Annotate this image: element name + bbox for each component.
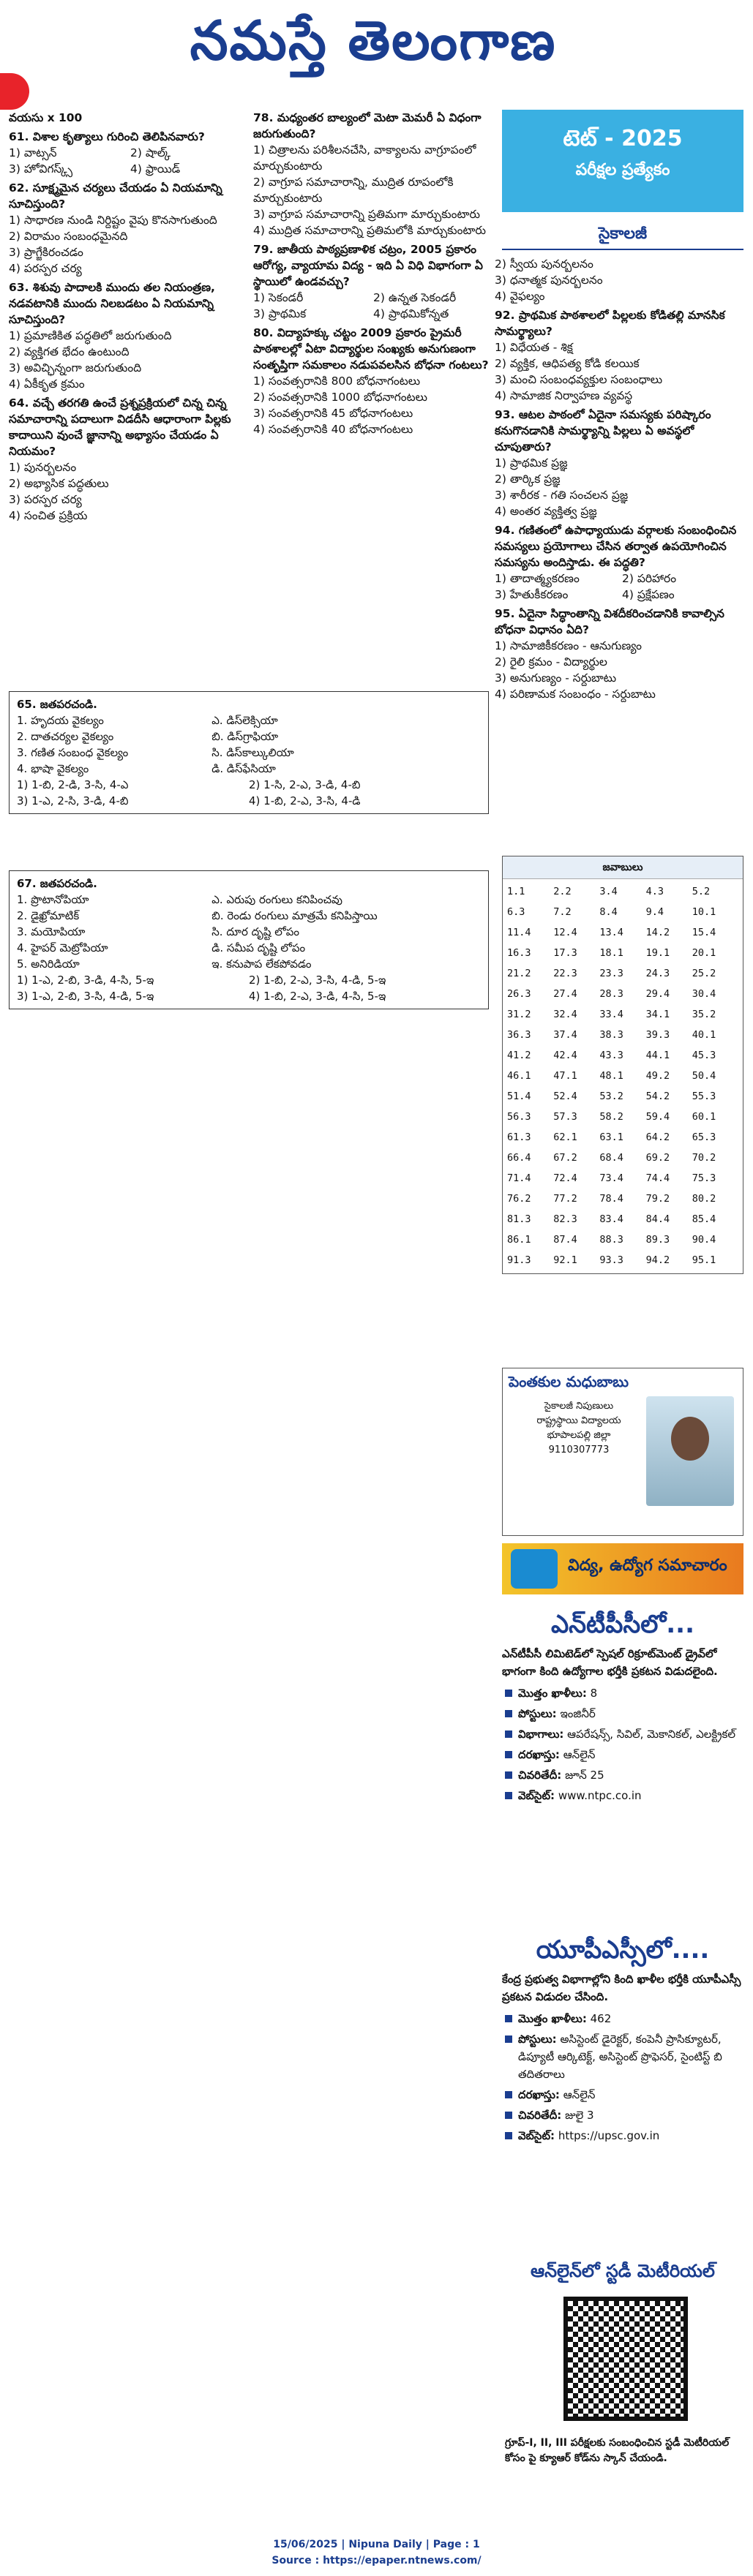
match-right-item: బి. డిస్‌గ్రాఫియా <box>211 730 279 743</box>
option: 4) ముద్రిత సమాచారాన్ని ప్రతిమలోకి మార్చుకుంటారు <box>253 224 486 237</box>
answer-key-item: 24.3 <box>645 968 670 979</box>
option: 3) ప్రాగ్జేకిరంచడం <box>9 246 83 259</box>
job-ntpc <box>502 1605 743 1807</box>
column-2 <box>253 110 489 440</box>
answer-option: 2) 1-బి, 2-ఎ, 3-సి, 4-డి, 5-ఇ <box>249 973 386 987</box>
answer-key-item: 18.1 <box>599 947 623 959</box>
question-text: 95. ఏదైనా సిద్ధాంతాన్ని విశదీకరించడానికి కావాల్సిన బోధనా విధానం ఏది? <box>495 607 724 636</box>
answer-key-item: 34.1 <box>645 1009 670 1020</box>
match-box-65 <box>9 691 489 814</box>
match-left-item: 1. హృదయ వైకల్యం <box>17 714 104 727</box>
job-title: ఎన్‌టీపీసీలో... <box>550 1610 695 1639</box>
answer-key-item: 27.4 <box>553 988 577 1000</box>
answer-key-item: 26.3 <box>507 988 531 1000</box>
answer-key-item: 85.4 <box>692 1213 716 1225</box>
job-detail-value: 462 <box>590 2012 612 2025</box>
author-info-line: భూపాలపల్లి జిల్లా <box>547 1430 611 1441</box>
option: 4) ప్రక్షేపణం <box>622 588 675 601</box>
answer-key-item: 94.2 <box>645 1254 670 1266</box>
answer-key-item: 81.3 <box>507 1213 531 1225</box>
option: 1) విధేయత - శిక్ష <box>495 341 573 354</box>
match-table <box>17 712 481 777</box>
match-table <box>17 892 481 972</box>
job-detail-key: పోస్టులు: <box>518 1707 557 1720</box>
match-left-item: 4. హైపర్ మెట్రోపియా <box>17 941 108 954</box>
question-options <box>253 142 489 238</box>
option: 4) సంవత్సరానికి 40 బోధనాగంటలు <box>253 423 413 436</box>
study-note: గ్రూప్-I, II, III పరీక్షలకు సంబంధించిన స్టడీ మెటీరియల్‌ కోసం పై క్యూఆర్ కోడ్‌ను స్కాన్ చేయండి. <box>505 2437 730 2464</box>
job-detail-item <box>502 1766 743 1784</box>
answer-key-item: 95.1 <box>692 1254 716 1266</box>
question-options <box>9 328 247 392</box>
answer-key-item: 9.4 <box>645 906 664 918</box>
question-options <box>495 638 745 702</box>
column-3 <box>495 256 745 705</box>
job-detail-value: జులై 3 <box>565 2109 594 2122</box>
option: 1) చిత్రాలను పరిశీలనచేసి, వాక్యాలను వాగ్రూపంలో మార్చుకుంటారు <box>253 143 476 173</box>
option: 2) పరిహారం <box>622 572 677 585</box>
option: 2) షాల్క్ <box>130 146 171 159</box>
answer-key-item: 55.3 <box>692 1091 716 1102</box>
option: 2) సంవత్సరానికి 1000 బోధనాగంటలు <box>253 391 427 404</box>
question-text: 92. ప్రాథమిక పాఠశాలలో పిల్లలకు కోడితల్లి మానసిక సామర్థ్యాలు? <box>495 309 725 338</box>
job-detail-value: జూన్ 25 <box>565 1769 604 1782</box>
box-title: 65. జతపరచండి. <box>17 698 97 711</box>
answer-key-item: 36.3 <box>507 1029 531 1041</box>
answer-key-item: 41.2 <box>507 1050 531 1061</box>
answer-key-item: 1.1 <box>507 886 525 897</box>
answer-key-item: 75.3 <box>692 1172 716 1184</box>
job-detail-key: మొత్తం ఖాళీలు: <box>518 1687 587 1700</box>
author-card <box>502 1368 743 1536</box>
match-answers <box>17 972 481 1004</box>
question-text: వయసు x 100 <box>9 111 83 124</box>
answer-key-item: 30.4 <box>692 988 716 1000</box>
option: 4) అంతర వ్యక్తిత్వ ప్రజ్ఞ <box>495 505 597 518</box>
answer-key-item: 87.4 <box>553 1234 577 1246</box>
answer-key-item: 20.1 <box>692 947 716 959</box>
match-left-item: 2. డైఖ్రోమాటిక్ <box>17 909 80 922</box>
answer-key-item: 71.4 <box>507 1172 531 1184</box>
option: 2) ఉన్నత సెకండరీ <box>373 291 457 304</box>
match-box-67 <box>9 870 489 1009</box>
masthead <box>0 0 753 88</box>
question-options <box>495 256 745 304</box>
qr-code-icon[interactable] <box>563 2297 688 2421</box>
answer-option: 3) 1-ఎ, 2-బి, 3-సి, 4-డి, 5-ఇ <box>17 990 154 1003</box>
footer-date: 15/06/2025 | Nipuna Daily | Page : 1 <box>273 2539 480 2550</box>
answer-key-item: 54.2 <box>645 1091 670 1102</box>
answer-option: 4) 1-బి, 2-ఎ, 3-డి, 4-సి, 5-ఇ <box>249 990 386 1003</box>
answer-option: 4) 1-బి, 2-ఎ, 3-సి, 4-డి <box>249 794 361 807</box>
answer-key-item: 11.4 <box>507 927 531 938</box>
question-text: 78. మధ్యంతర బాల్యంలో మెటా మెమరీ ఏ విధంగా జరుగుతుంది? <box>253 111 482 140</box>
answer-key-item: 77.2 <box>553 1193 577 1205</box>
author-name: పెంతకుల మధుబాబు <box>509 1373 629 1390</box>
option: 2) తార్కిక ప్రజ్ఞ <box>495 472 561 486</box>
column-1 <box>9 110 247 527</box>
job-detail-item <box>502 2106 743 2124</box>
job-detail-key: దరఖాస్తు: <box>518 2088 560 2101</box>
tet-banner <box>502 110 743 212</box>
option: 3) అవిచ్ఛిన్నంగా జరుగుతుంది <box>9 361 142 374</box>
match-right-item: డి. డిస్‌ఫేసియా <box>211 762 276 775</box>
option: 1) వాట్సన్ <box>9 146 57 159</box>
option: 4) ఏకీకృత క్రమం <box>9 377 85 391</box>
job-detail-item <box>502 1705 743 1722</box>
answer-key-item: 63.1 <box>599 1131 623 1143</box>
answer-key-item: 57.3 <box>553 1111 577 1123</box>
job-detail-key: వెబ్‌సైట్: <box>518 1789 555 1802</box>
job-detail-value: ఆపరేషన్స్, సివిల్, మెకానికల్, ఎలక్ట్రికల్ <box>567 1728 736 1741</box>
answer-key-item: 28.3 <box>599 988 623 1000</box>
job-intro: కేంద్ర ప్రభుత్వ విభాగాల్లోని కింది ఖాళీల భర్తీకి యూపీఎస్సీ ప్రకటన విడుదల చేసింది. <box>502 1973 741 2003</box>
answer-key-item: 25.2 <box>692 968 716 979</box>
answer-key-item: 73.4 <box>599 1172 623 1184</box>
box-title: 67. జతపరచండి. <box>17 877 97 890</box>
option: 4) ఫ్రాయిడ్ <box>130 162 181 176</box>
answer-key <box>502 856 743 1274</box>
option: 4) సంచిత ప్రక్రియ <box>9 509 88 522</box>
answer-key-item: 74.4 <box>645 1172 670 1184</box>
answer-key-item: 43.3 <box>599 1050 623 1061</box>
answer-key-item: 42.4 <box>553 1050 577 1061</box>
answer-key-item: 14.2 <box>645 927 670 938</box>
question-options <box>253 373 489 437</box>
question <box>9 129 247 177</box>
answer-key-item: 61.3 <box>507 1131 531 1143</box>
option: 1) ప్రమాణికిత పద్ధతిలో జరుగుతుంది <box>9 329 172 342</box>
job-detail-item <box>502 1684 743 1702</box>
answer-key-item: 8.4 <box>599 906 618 918</box>
tet-subtitle: పరీక్షల ప్రత్యేకం <box>575 161 670 179</box>
job-website-link[interactable]: www.ntpc.co.in <box>558 1789 642 1802</box>
option: 3) పరస్పర చర్య <box>9 493 82 506</box>
answer-key-item: 53.2 <box>599 1091 623 1102</box>
match-right-item: ఎ. ఎరుపు రంగులు కనిపించవు <box>211 893 342 906</box>
question <box>495 407 745 519</box>
answer-key-item: 83.4 <box>599 1213 623 1225</box>
option: 2) వాగ్రూప సమాచారాన్ని, ముద్రిత రూపంలోకి మార్చుకుంటారు <box>253 176 454 205</box>
option: 4) ప్రాథమికోన్నత <box>373 307 449 320</box>
option: 4) పరిణామక సంబంధం - సర్దుబాటు <box>495 688 656 701</box>
option: 1) పునర్బలనం <box>9 461 77 474</box>
match-left-item: 1. ప్రొటానోపియా <box>17 893 89 906</box>
answer-key-item: 37.4 <box>553 1029 577 1041</box>
question-text: 61. విశాల కృత్యాలు గురించి తెలిపినవారు? <box>9 130 205 143</box>
job-detail-key: పోస్టులు: <box>518 2033 557 2046</box>
question-options <box>9 212 247 276</box>
question-options <box>9 145 247 177</box>
option: 3) హోవిగస్క్స్ <box>9 162 73 176</box>
job-details <box>502 1684 743 1804</box>
subject-label: సైకాలజీ <box>502 219 743 250</box>
answer-key-item: 62.1 <box>553 1131 577 1143</box>
option: 3) అనుగుణ్యం - సర్దుబాటు <box>495 671 617 685</box>
match-left-item: 3. మయోపియా <box>17 925 86 938</box>
answer-key-item: 88.3 <box>599 1234 623 1246</box>
option: 2) రైలి క్రమం - విద్యార్థుల <box>495 655 607 669</box>
job-detail-item <box>502 2010 743 2027</box>
answer-key-item: 48.1 <box>599 1070 623 1082</box>
answer-key-item: 69.2 <box>645 1152 670 1164</box>
answer-key-item: 93.3 <box>599 1254 623 1266</box>
option: 4) వైఫల్యం <box>495 290 545 303</box>
answer-key-item: 33.4 <box>599 1009 623 1020</box>
answer-key-item: 47.1 <box>553 1070 577 1082</box>
answer-key-item: 16.3 <box>507 947 531 959</box>
match-left-item: 3. గణిత సంబంధ వైకల్యం <box>17 746 129 759</box>
answer-key-item: 91.3 <box>507 1254 531 1266</box>
answer-key-item: 52.4 <box>553 1091 577 1102</box>
question <box>253 325 489 437</box>
answer-key-item: 2.2 <box>553 886 572 897</box>
answer-key-item: 51.4 <box>507 1091 531 1102</box>
answer-key-item: 50.4 <box>692 1070 716 1082</box>
education-icon <box>511 1549 558 1589</box>
option: 2) అభ్యాసిక పద్ధతులు <box>9 477 109 490</box>
answer-key-item: 5.2 <box>692 886 711 897</box>
question <box>495 522 745 603</box>
match-right-item: ఇ. కనుపాప లేకపోవడం <box>211 957 312 971</box>
question-text: 93. ఆటల పాఠంలో ఏదైనా సమస్యకు పరిష్కారం కనుగొనడానికి సామర్థ్యాన్ని పిల్లలు ఏ అవస్థలో చూపుతారు? <box>495 408 711 453</box>
job-detail-key: చివరితేదీ: <box>518 2109 562 2122</box>
job-detail-value: అసిస్టెంట్ డైరెక్టర్, కంపెనీ ప్రాసిక్యూటర్, డిప్యూటీ ఆర్కిటెక్ట్, అసిస్టెంట్ ప్రొఫెసర్, సైంటిస్ట్ బి తదితరాలు <box>518 2033 722 2081</box>
option: 1) సంవత్సరానికి 800 బోధనాగంటలు <box>253 374 421 388</box>
option: 1) సాధారణ నుండి నిర్దిష్టం వైపు కొనసాగుతుంది <box>9 214 217 227</box>
option: 2) విరామం సంబంధమైనది <box>9 230 128 243</box>
answer-key-title: జవాబులు <box>503 856 743 879</box>
answer-option: 2) 1-సి, 2-ఎ, 3-డి, 4-బి <box>249 778 361 791</box>
job-detail-item <box>502 1787 743 1804</box>
footer-source[interactable]: Source : https://epaper.ntnews.com/ <box>271 2555 482 2566</box>
answer-key-item: 59.4 <box>645 1111 670 1123</box>
option: 4) సామాజిక నిర్వాహణ వ్యవస్థ <box>495 389 633 402</box>
option: 1) తాదాత్మ్యకరణం <box>495 572 580 585</box>
job-detail-item <box>502 1725 743 1743</box>
brand-logo-icon <box>0 73 29 110</box>
answer-key-item: 58.2 <box>599 1111 623 1123</box>
job-intro: ఎన్‌టీపీసీ లిమిటెడ్‌లో స్పెషల్ రిక్రూట్‌మెంట్ డ్రైవ్‌లో భాగంగా కింది ఉద్యోగాల భర్తీకి ప్రకటన విడుదలైంది. <box>502 1647 718 1678</box>
answer-key-item: 49.2 <box>645 1070 670 1082</box>
option: 2) వ్యక్తిగత భేదం ఉంటుంది <box>9 345 130 358</box>
answer-key-item: 44.1 <box>645 1050 670 1061</box>
answer-key-item: 13.4 <box>599 927 623 938</box>
author-info-line: 9110307773 <box>548 1445 610 1455</box>
option: 1) సామాజికీకరణం - ఆనుగుణ్యం <box>495 639 642 652</box>
question-options <box>9 459 247 524</box>
answer-key-item: 4.3 <box>645 886 664 897</box>
question <box>9 180 247 276</box>
match-right-item: సి. డిస్‌కాల్కులియా <box>211 746 294 759</box>
job-detail-key: చివరితేదీ: <box>518 1769 562 1782</box>
match-right-item: బి. రెండు రంగులు మాత్రమే కనిపిస్తాయి <box>211 909 378 922</box>
job-detail-item <box>502 2127 743 2144</box>
answer-key-item: 82.3 <box>553 1213 577 1225</box>
question <box>9 395 247 524</box>
option: 3) వాగ్రూప సమాచారాన్ని ప్రతిమగా మార్చుకుంటారు <box>253 208 480 221</box>
answer-key-item: 70.2 <box>692 1152 716 1164</box>
tet-title: టెట్ - 2025 <box>563 126 683 151</box>
answer-key-item: 10.1 <box>692 906 716 918</box>
answer-key-item: 40.1 <box>692 1029 716 1041</box>
option: 3) హేతుకీకరణం <box>495 588 569 601</box>
answer-key-item: 15.4 <box>692 927 716 938</box>
question-text: 94. గణితంలో ఉపాధ్యాయుడు వర్గాలకు సంబంధించిన సమస్యలు ప్రయోగాలు చేసిన తర్వాత ఉపయోగించిన సమస్యను అందిస్తాడు. ఈ పద్ధతి? <box>495 524 737 569</box>
answer-key-item: 6.3 <box>507 906 525 918</box>
question <box>253 110 489 238</box>
news-banner-title: విద్య, ఉద్యోగ సమాచారం <box>568 1556 727 1575</box>
question <box>9 110 247 126</box>
question <box>495 307 745 404</box>
question <box>495 256 745 304</box>
answer-key-item: 60.1 <box>692 1111 716 1123</box>
option: 3) సంవత్సరానికి 45 బోధనాగంటలు <box>253 407 413 420</box>
job-detail-key: దరఖాస్తు: <box>518 1748 560 1761</box>
question-options <box>495 570 745 603</box>
answer-key-item: 7.2 <box>553 906 572 918</box>
job-detail-key: వెబ్‌సైట్: <box>518 2129 555 2142</box>
match-answers <box>17 777 481 809</box>
option: 1) సెకండరీ <box>253 291 304 304</box>
question <box>9 279 247 392</box>
answer-key-item: 72.4 <box>553 1172 577 1184</box>
option: 3) ధనాత్మక పునర్బలనం <box>495 274 603 287</box>
match-right-item: డి. సమీప దృష్టి లోపం <box>211 941 306 954</box>
answer-key-item: 68.4 <box>599 1152 623 1164</box>
job-details <box>502 2010 743 2144</box>
answer-key-item: 21.2 <box>507 968 531 979</box>
question-text: 79. జాతీయ పాఠ్యప్రణాళిక చట్రం, 2005 ప్రకారం ఆరోగ్య, వ్యాయామ విద్య - ఇది ఏ విధి విభాగంగా ఏ స్థాయిలో ఉండవచ్చు? <box>253 243 483 288</box>
answer-key-item: 92.1 <box>553 1254 577 1266</box>
job-detail-value: ఆన్‌లైన్ <box>563 1748 596 1761</box>
question-text: 63. శిశువు పాదాలకి ముందు తల నియంత్రణ, నడవటానికి ముందు నిలబడటం ఏ నియమాన్ని సూచిస్తుంది? <box>9 281 215 326</box>
answer-option: 1) 1-బి, 2-డి, 3-సి, 4-ఎ <box>17 778 129 791</box>
answer-key-item: 17.3 <box>553 947 577 959</box>
question <box>495 606 745 702</box>
answer-key-item: 65.3 <box>692 1131 716 1143</box>
answer-key-item: 19.1 <box>645 947 670 959</box>
answer-key-item: 89.3 <box>645 1234 670 1246</box>
match-left-item: 4. భాషా వైకల్యం <box>17 762 89 775</box>
answer-key-item: 12.4 <box>553 927 577 938</box>
match-right-item: ఎ. డిస్‌లెక్సియా <box>211 714 278 727</box>
option: 3) ప్రాథమిక <box>253 307 307 320</box>
job-detail-item <box>502 1746 743 1763</box>
job-detail-key: మొత్తం ఖాళీలు: <box>518 2012 587 2025</box>
option: 3) మంచి సంబంధవ్యక్తుల సంబంధాలు <box>495 373 663 386</box>
question-options <box>495 339 745 404</box>
masthead-title: నమస్తే తెలంగాణ <box>190 10 557 72</box>
answer-key-item: 29.4 <box>645 988 670 1000</box>
answer-key-item: 78.4 <box>599 1193 623 1205</box>
job-detail-value: ఆన్‌లైన్ <box>563 2088 596 2101</box>
question <box>253 241 489 322</box>
study-material-title: ఆన్‌లైన్‌లో స్టడీ మెటీరియల్ <box>531 2261 715 2281</box>
answer-key-item: 38.3 <box>599 1029 623 1041</box>
question-text: 62. సూక్ష్మమైన చర్యలు చేయడం ఏ నియమాన్ని సూచిస్తుంది? <box>9 181 222 211</box>
answer-key-item: 31.2 <box>507 1009 531 1020</box>
option: 2) వ్యక్తిక, ఆధిపత్య కోడి కలయిక <box>495 357 640 370</box>
job-detail-value: 8 <box>590 1687 598 1700</box>
answer-key-grid <box>503 879 743 1273</box>
answer-key-item: 45.3 <box>692 1050 716 1061</box>
option: 1) ప్రాథమిక ప్రజ్ఞ <box>495 456 568 470</box>
answer-option: 1) 1-ఎ, 2-బి, 3-డి, 4-సి, 5-ఇ <box>17 973 154 987</box>
answer-key-item: 46.1 <box>507 1070 531 1082</box>
footer <box>0 2537 753 2569</box>
answer-key-item: 80.2 <box>692 1193 716 1205</box>
match-left-item: 5. అనిరిడియా <box>17 957 80 971</box>
job-detail-item <box>502 2086 743 2104</box>
answer-key-item: 56.3 <box>507 1111 531 1123</box>
answer-key-item: 32.4 <box>553 1009 577 1020</box>
question-text: 80. విద్యాహక్కు చట్టం 2009 ప్రకారం ప్రైమరీ పాఠశాలల్లో ఏటా విద్యార్థుల సంఖ్యకు అనుగుణంగా సంతృప్తిగా సమకాలం నడుపవలసిన బోధనా గంటలు? <box>253 326 489 372</box>
option: 3) శారీరక - గతి సంచలన ప్రజ్ఞ <box>495 489 629 502</box>
answer-key-item: 23.3 <box>599 968 623 979</box>
answer-key-item: 67.2 <box>553 1152 577 1164</box>
answer-key-item: 39.3 <box>645 1029 670 1041</box>
job-website-link[interactable]: https://upsc.gov.in <box>558 2129 660 2142</box>
answer-key-item: 90.4 <box>692 1234 716 1246</box>
answer-key-item: 84.4 <box>645 1213 670 1225</box>
answer-key-item: 64.2 <box>645 1131 670 1143</box>
author-photo <box>646 1396 734 1506</box>
answer-key-item: 79.2 <box>645 1193 670 1205</box>
answer-option: 3) 1-ఎ, 2-సి, 3-డి, 4-బి <box>17 794 129 807</box>
answer-key-item: 86.1 <box>507 1234 531 1246</box>
author-info-line: రాష్ట్రస్థాయి విద్యాలయ <box>536 1415 621 1426</box>
job-upsc <box>502 1931 743 2147</box>
job-detail-key: విభాగాలు: <box>518 1728 564 1741</box>
answer-key-item: 35.2 <box>692 1009 716 1020</box>
answer-key-item: 76.2 <box>507 1193 531 1205</box>
job-detail-value: ఇంజినీర్ <box>560 1707 596 1720</box>
job-detail-item <box>502 2030 743 2083</box>
match-left-item: 2. దాతచర్యల వైకల్యం <box>17 730 114 743</box>
author-info <box>513 1399 645 1458</box>
match-right-item: సి. దూర దృష్టి లోపం <box>211 925 299 938</box>
news-banner <box>502 1543 743 1594</box>
question-options <box>253 290 489 322</box>
job-title: యూపీఎస్సీలో.... <box>536 1935 710 1965</box>
question-options <box>495 455 745 519</box>
answer-key-item: 3.4 <box>599 886 618 897</box>
answer-key-item: 22.3 <box>553 968 577 979</box>
option: 4) పరస్పర చర్య <box>9 262 82 275</box>
answer-key-item: 66.4 <box>507 1152 531 1164</box>
question-text: 64. వచ్చే తరగతి ఉంచే ప్రశ్నప్రక్రియలో చిన్న చిన్న సమాచారాన్ని పదాలుగా విడదీసి ఆధారాంగా పిల్లకు కాదాయిని వుంచే జ్ఞానాన్ని అభ్యాసం చేయడం ఏ నియమం? <box>9 396 231 458</box>
author-info-line: సైకాలజీ నిపుణులు <box>544 1401 614 1412</box>
option: 2) స్వీయ పునర్బలనం <box>495 257 593 271</box>
